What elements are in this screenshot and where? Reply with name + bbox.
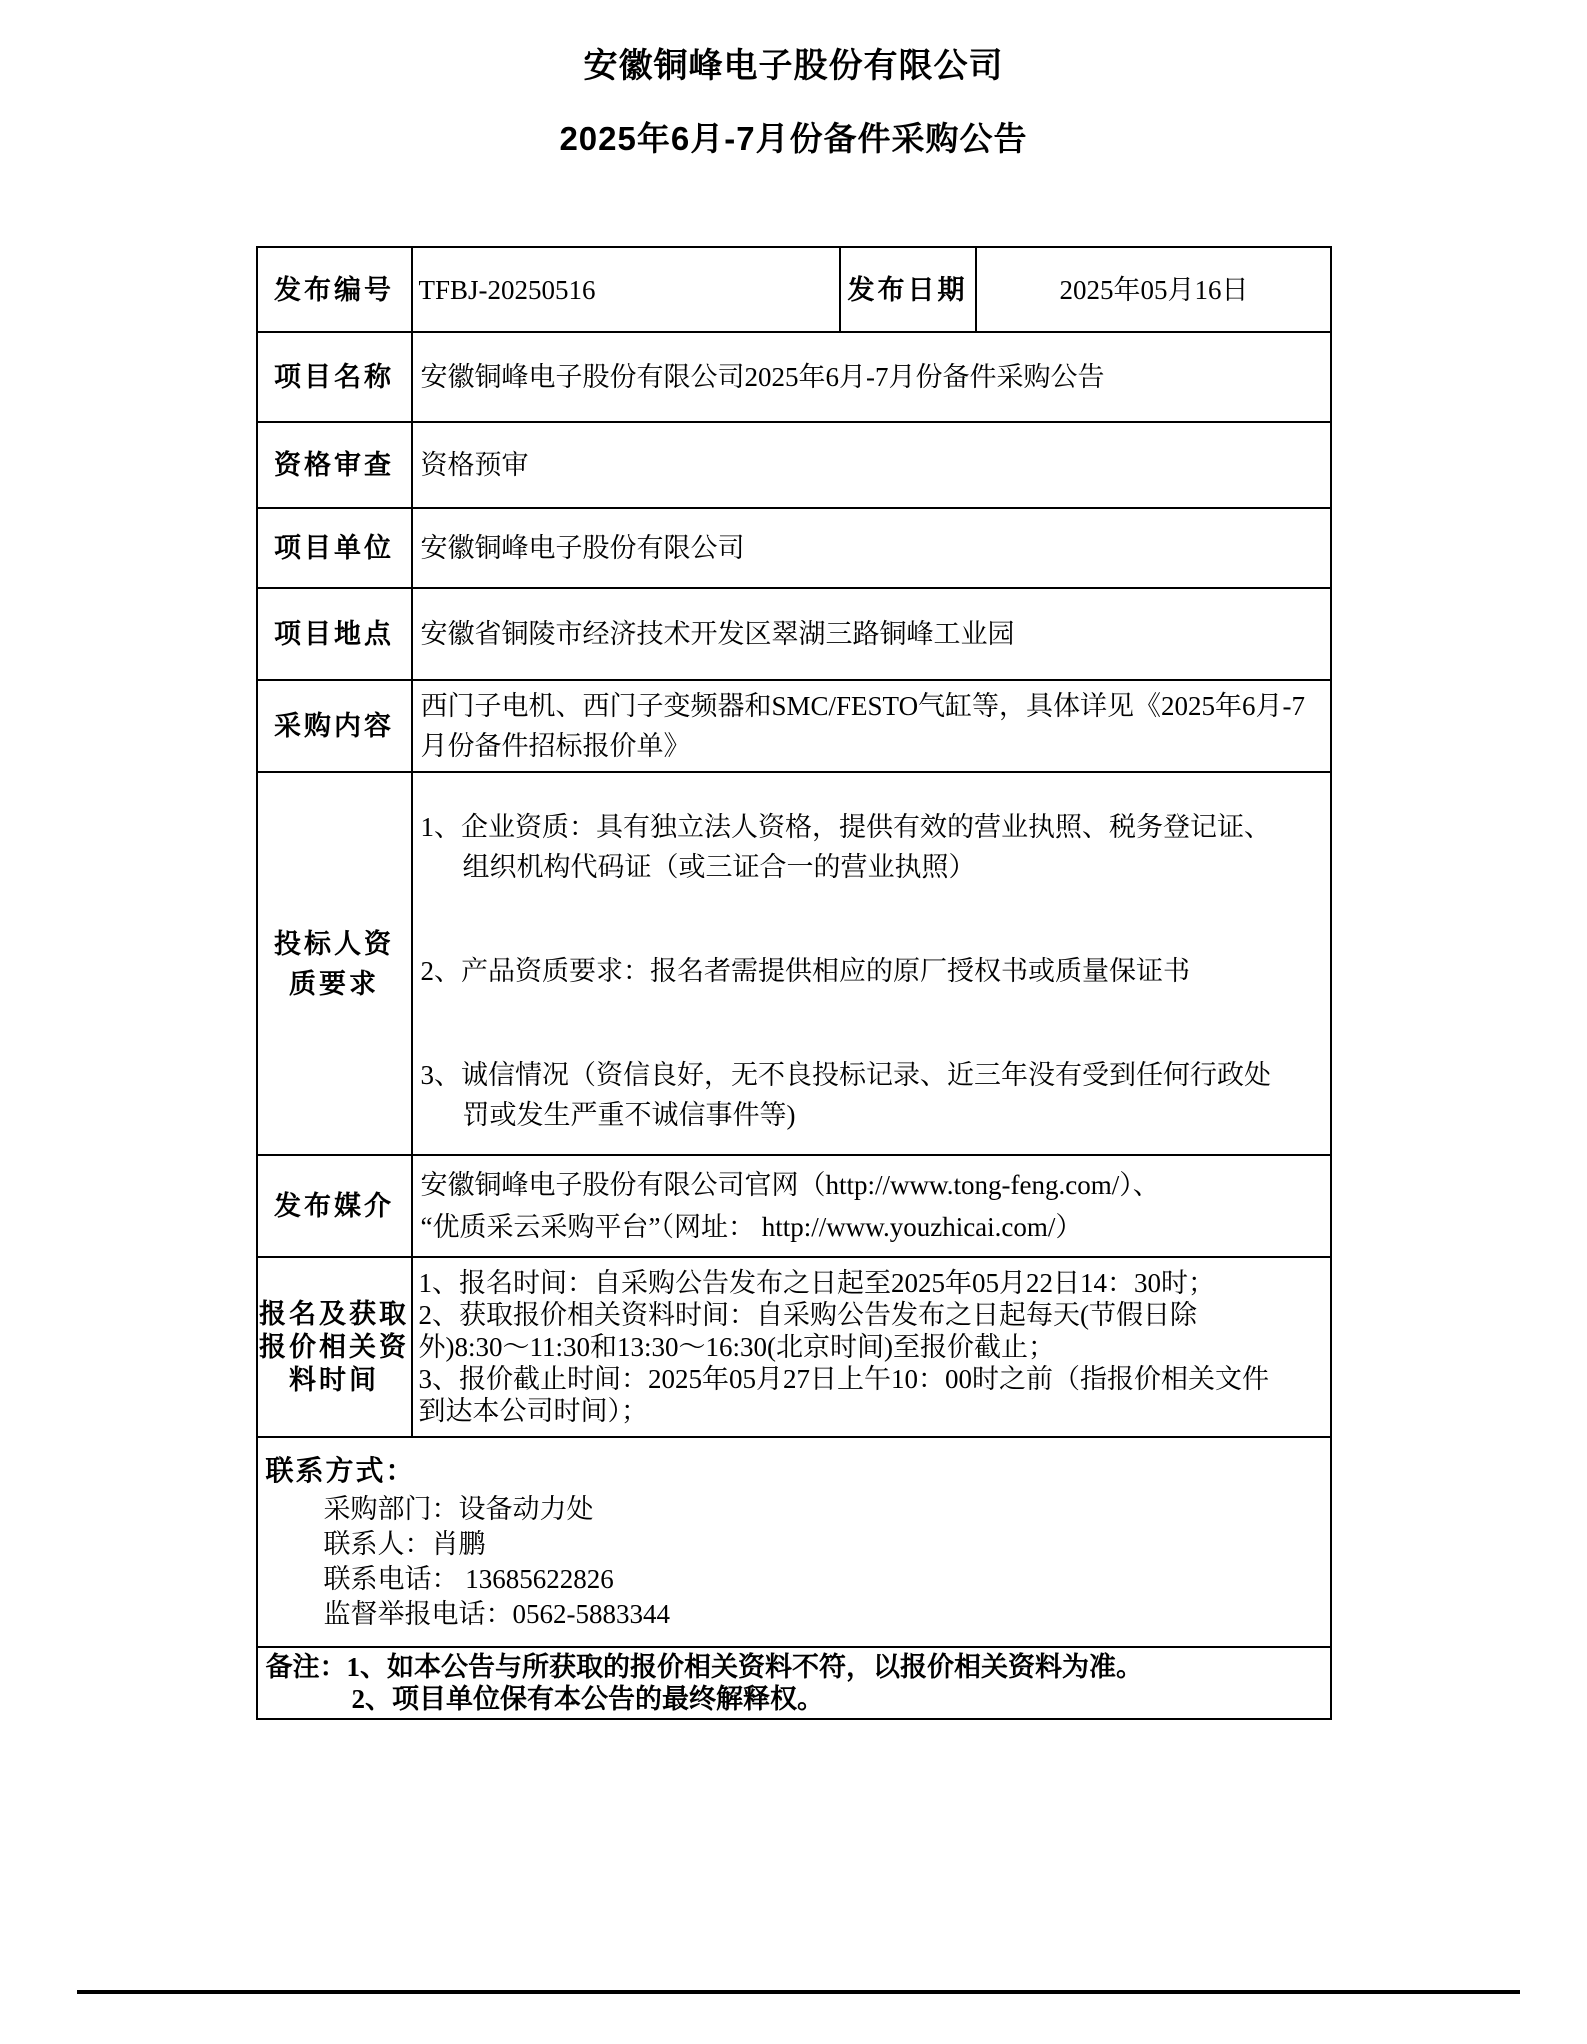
qualification-item-line: 3、诚信情况（资信良好，无不良投标记录、近三年没有受到任何行政处: [420, 1060, 1271, 1090]
project-name-label: 项目名称: [257, 332, 412, 422]
project-unit-value: 安徽铜峰电子股份有限公司: [412, 508, 1331, 588]
qualification-item-1: [421, 807, 1324, 887]
registration-time-label: [257, 1257, 412, 1437]
publish-media-value: [412, 1155, 1331, 1257]
row-procurement-content: [257, 680, 1331, 772]
bidder-qualifications-value: [412, 772, 1331, 1155]
contact-department: 采购部门：设备动力处: [323, 1494, 594, 1524]
row-project-unit: [257, 508, 1331, 588]
publish-number-label: 发布编号: [257, 247, 412, 332]
procurement-content-value: [412, 680, 1331, 772]
project-unit-label: 项目单位: [257, 508, 412, 588]
announcement-table: [256, 246, 1332, 1720]
registration-time-label-line: 料时间: [289, 1364, 379, 1395]
procurement-content-line: 月份备件招标报价单》: [420, 731, 691, 761]
remark-line-2: 2、项目单位保有本公告的最终解释权。: [351, 1684, 824, 1714]
qualification-item-2: 2、产品资质要求：报名者需提供相应的原厂授权书或质量保证书: [420, 956, 1190, 986]
publish-media-label: 发布媒介: [257, 1155, 412, 1257]
contact-person: 联系人：肖鹏: [323, 1529, 486, 1559]
contact-supervision-phone: 监督举报电话：0562-5883344: [323, 1599, 670, 1629]
procurement-content-label: 采购内容: [257, 680, 412, 772]
qualification-review-label: 资格审查: [257, 422, 412, 508]
footer-separator-line: [77, 1990, 1520, 1994]
publish-number-value: TFBJ-20250516: [412, 247, 840, 332]
row-publish-number: [257, 247, 1331, 332]
registration-time-value: [412, 1257, 1331, 1437]
project-name-value: 安徽铜峰电子股份有限公司2025年6月-7月份备件采购公告: [412, 332, 1331, 422]
project-location-value: 安徽省铜陵市经济技术开发区翠湖三路铜峰工业园: [412, 588, 1331, 680]
publish-media-line: 安徽铜峰电子股份有限公司官网（http://www.tong-feng.com/）、: [420, 1170, 1160, 1200]
contact-phone: 联系电话： 13685622826: [323, 1564, 614, 1594]
bidder-qualifications-label-line: 投标人资: [274, 928, 394, 959]
qualification-item-line: 组织机构代码证（或三证合一的营业执照）: [462, 852, 976, 882]
registration-line: 1、报名时间：自采购公告发布之日起至2025年05月22日14：30时；: [418, 1268, 1215, 1298]
registration-time-label-line: 报价相关资: [259, 1331, 409, 1362]
qualification-item-line: 1、企业资质：具有独立法人资格，提供有效的营业执照、税务登记证、: [420, 812, 1271, 842]
registration-line: 外)8:30～11:30和13:30～16:30(北京时间)至报价截止；: [418, 1332, 1055, 1362]
qualification-review-value: 资格预审: [412, 422, 1331, 508]
publish-date-value: 2025年05月16日: [976, 247, 1331, 332]
registration-time-label-line: 报名及获取: [259, 1298, 409, 1329]
contact-section: [257, 1437, 1331, 1647]
announcement-title: 2025年6月-7月份备件采购公告: [559, 120, 1028, 157]
publish-date-label: 发布日期: [840, 247, 976, 332]
row-contact: [257, 1437, 1331, 1647]
row-publish-media: [257, 1155, 1331, 1257]
row-qualification-review: [257, 422, 1331, 508]
remark-line-1: 备注：1、如本公告与所获取的报价相关资料不符，以报价相关资料为准。: [265, 1652, 1143, 1682]
qualification-item-line: 罚或发生严重不诚信事件等): [462, 1100, 796, 1130]
publish-media-line: “优质采云采购平台”（网址： http://www.youzhicai.com/）: [420, 1212, 1083, 1242]
row-registration-time: [257, 1257, 1331, 1437]
row-remarks: [257, 1647, 1331, 1719]
row-bidder-qualifications: [257, 772, 1331, 1155]
qualification-item-3: [421, 1055, 1324, 1135]
registration-line: 到达本公司时间）；: [418, 1396, 648, 1426]
company-title: 安徽铜峰电子股份有限公司: [583, 47, 1004, 85]
bidder-qualifications-label: [257, 772, 412, 1155]
registration-line: 2、获取报价相关资料时间：自采购公告发布之日起每天(节假日除: [418, 1300, 1197, 1330]
project-location-label: 项目地点: [257, 588, 412, 680]
procurement-content-line: 西门子电机、西门子变频器和SMC/FESTO气缸等，具体详见《2025年6月-7: [420, 691, 1306, 721]
bidder-qualifications-label-line: 质要求: [289, 968, 379, 999]
remarks-section: [257, 1647, 1331, 1719]
contact-heading: 联系方式：: [265, 1456, 416, 1487]
registration-line: 3、报价截止时间：2025年05月27日上午10：00时之前（指报价相关文件: [418, 1364, 1269, 1394]
row-project-location: [257, 588, 1331, 680]
row-project-name: [257, 332, 1331, 422]
